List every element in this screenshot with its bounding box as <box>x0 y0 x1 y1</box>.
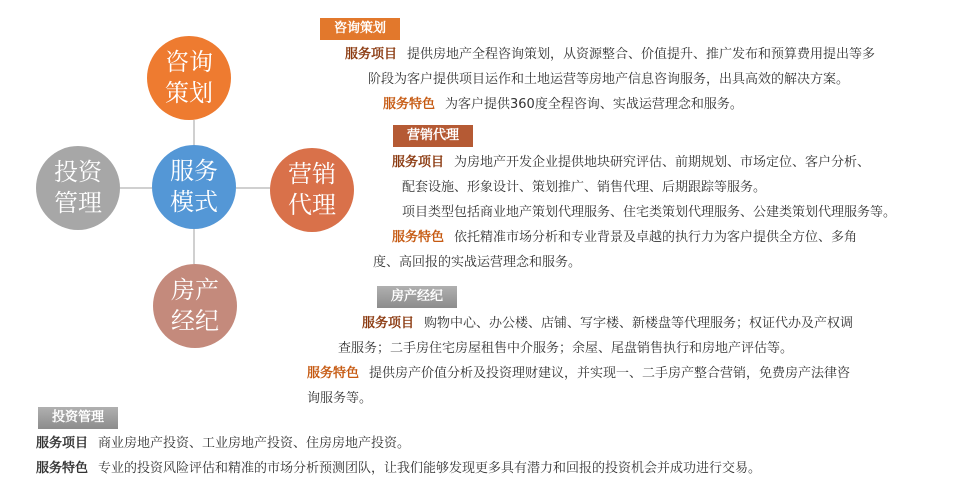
sales-tag: 营销代理 <box>393 125 473 147</box>
consult-items-text2: 阶段为客户提供项目运作和土地运营等房地产信息咨询服务，出具高效的解决方案。 <box>368 72 850 87</box>
sales-feature-text2: 度、高回报的实战运营理念和服务。 <box>373 255 582 270</box>
sales-items-line <box>392 154 870 172</box>
invest-feature-label: 服务特色 <box>36 461 89 476</box>
estate-feature-text2: 询服务等。 <box>307 391 373 406</box>
estate-feature-text: 提供房产价值分析及投资理财建议，并实现一、二手房产整合营销，免费房产法律咨 <box>369 366 851 381</box>
invest-items-text: 商业房地产投资、工业房地产投资、住房房地产投资。 <box>98 436 411 451</box>
estate-tag: 房产经纪 <box>377 286 457 308</box>
sales-feature-label: 服务特色 <box>392 230 445 245</box>
investment-circle-label: 投资管理 <box>54 157 102 217</box>
sales-feature-line <box>392 229 857 247</box>
estate-items-line <box>362 315 853 333</box>
estate-items-text2: 查服务；二手房住宅房屋租售中介服务；余屋、尾盘销售执行和房地产评估等。 <box>338 341 794 356</box>
sales-agency-circle-label: 营销代理 <box>288 159 336 219</box>
estate-items-text: 购物中心、办公楼、店铺、写字楼、新楼盘等代理服务；权证代办及产权调 <box>424 316 854 331</box>
consult-feature-line <box>383 96 743 114</box>
consult-circle-label: 咨询策划 <box>165 47 213 107</box>
invest-feature-line <box>36 460 761 478</box>
invest-items-line <box>36 435 410 453</box>
consult-items-label: 服务项目 <box>345 47 398 62</box>
consult-tag: 咨询策划 <box>320 18 400 40</box>
consult-items-line <box>345 46 875 64</box>
sales-feature-text: 依托精准市场分析和专业背景及卓越的执行力为客户提供全方位、多角 <box>454 230 858 245</box>
estate-feature-label: 服务特色 <box>307 366 360 381</box>
consult-feature-label: 服务特色 <box>383 97 436 112</box>
estate-items-label: 服务项目 <box>362 316 415 331</box>
sales-items-label: 服务项目 <box>392 155 445 170</box>
invest-items-label: 服务项目 <box>36 436 89 451</box>
consult-circle <box>147 36 231 120</box>
service-mode-label: 服务模式 <box>170 156 218 216</box>
consult-items-text: 提供房地产全程咨询策划，从资源整合、价值提升、推广发布和预算费用提出等多 <box>407 47 876 62</box>
real-estate-circle-label: 房产经纪 <box>171 275 219 335</box>
sales-items-text3: 项目类型包括商业地产策划代理服务、住宅类策划代理服务、公建类策划代理服务等。 <box>402 205 897 220</box>
invest-feature-text: 专业的投资风险评估和精准的市场分析预测团队，让我们能够发现更多具有潜力和回报的投资机会并成功进行交易。 <box>98 461 762 476</box>
invest-tag: 投资管理 <box>38 407 118 429</box>
consult-feature-text: 为客户提供360度全程咨询、实战运营理念和服务。 <box>445 97 743 112</box>
estate-feature-line <box>307 365 850 383</box>
sales-items-text2: 配套设施、形象设计、策划推广、销售代理、后期跟踪等服务。 <box>402 180 767 195</box>
investment-circle <box>36 146 120 230</box>
sales-items-text: 为房地产开发企业提供地块研究评估、前期规划、市场定位、客户分析、 <box>454 155 871 170</box>
sales-agency-circle <box>270 148 354 232</box>
real-estate-circle <box>153 264 237 348</box>
service-mode-circle <box>152 145 236 229</box>
